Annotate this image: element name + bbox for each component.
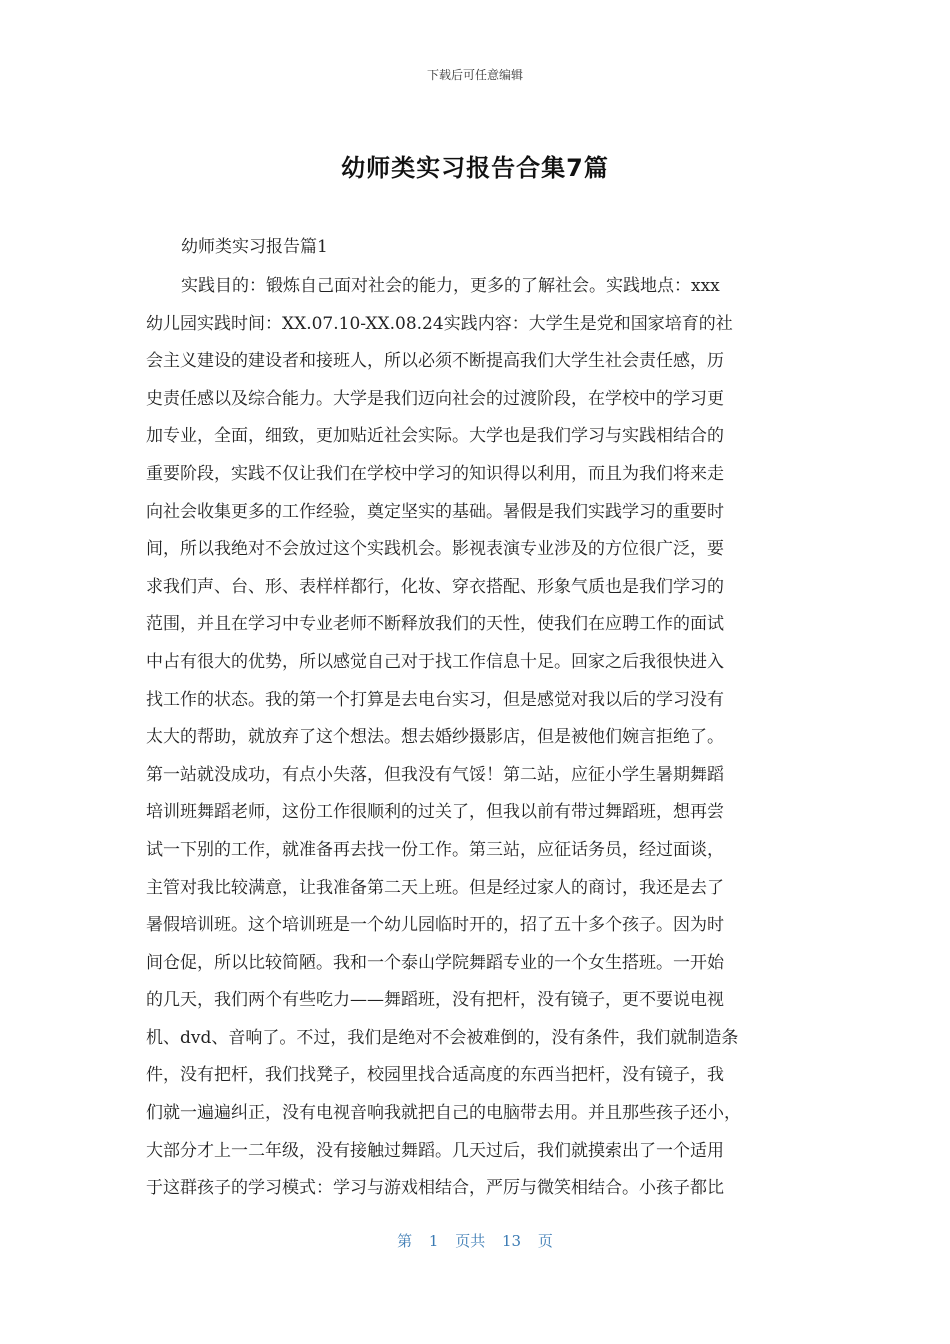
body-line: 暑假培训班。这个培训班是一个幼儿园临时开的，招了五十多个孩子。因为时: [146, 915, 724, 936]
body-line: 太大的帮助，就放弃了这个想法。想去婚纱摄影店，但是被他们婉言拒绝了。: [146, 727, 724, 748]
body-line: 间，所以我绝对不会放过这个实践机会。影视表演专业涉及的方位很广泛，要: [146, 539, 724, 560]
document-title: 幼师类实习报告合集7篇: [341, 154, 609, 182]
body-line: 幼儿园实践时间：XX.07.10-XX.08.24实践内容：大学生是党和国家培育的社: [146, 313, 733, 334]
body-line: 实践目的：锻炼自己面对社会的能力，更多的了解社会。实践地点：xxx: [181, 276, 720, 296]
body-line: 史责任感以及综合能力。大学是我们迈向社会的过渡阶段，在学校中的学习更: [146, 388, 724, 409]
body-line: 大部分才上一二年级，没有接触过舞蹈。几天过后，我们就摸索出了一个适用: [146, 1140, 724, 1161]
body-line: 范围，并且在学习中专业老师不断释放我们的天性，使我们在应聘工作的面试: [146, 614, 724, 635]
body-line: 机、dvd、音响了。不过，我们是绝对不会被难倒的，没有条件，我们就制造条: [146, 1027, 739, 1048]
body-line: 求我们声、台、形、表样样都行，化妆、穿衣搭配、形象气质也是我们学习的: [146, 576, 724, 597]
body-line: 件，没有把杆，我们找凳子，校园里找合适高度的东西当把杆，没有镜子，我: [146, 1065, 724, 1086]
body-line: 们就一遍遍纠正，没有电视音响我就把自己的电脑带去用。并且那些孩子还小，: [146, 1103, 741, 1124]
body-line: 第一站就没成功，有点小失落，但我没有气馁！第二站，应征小学生暑期舞蹈: [146, 764, 724, 785]
body-line: 培训班舞蹈老师，这份工作很顺利的过关了，但我以前有带过舞蹈班，想再尝: [146, 802, 724, 823]
body-line: 加专业，全面，细致，更加贴近社会实际。大学也是我们学习与实践相结合的: [146, 426, 724, 447]
body-line: 间仓促，所以比较简陋。我和一个泰山学院舞蹈专业的一个女生搭班。一开始: [146, 952, 724, 973]
body-line: 于这群孩子的学习模式：学习与游戏相结合，严厉与微笑相结合。小孩子都比: [146, 1178, 724, 1199]
body-text: [146, 268, 806, 1208]
body-line: 的几天，我们两个有些吃力——舞蹈班，没有把杆，没有镜子，更不要说电视: [146, 990, 724, 1011]
body-line: 中占有很大的优势，所以感觉自己对于找工作信息十足。回家之后我很快进入: [146, 651, 724, 672]
body-line: 试一下别的工作，就准备再去找一份工作。第三站，应征话务员，经过面谈，: [146, 839, 724, 860]
section-heading: 幼师类实习报告篇1: [181, 237, 328, 257]
body-line: 向社会收集更多的工作经验，奠定坚实的基础。暑假是我们实践学习的重要时: [146, 501, 724, 522]
header-note: 下载后可任意编辑: [426, 68, 523, 82]
body-line: 会主义建设的建设者和接班人，所以必须不断提高我们大学生社会责任感，历: [146, 351, 724, 372]
body-line: 找工作的状态。我的第一个打算是去电台实习，但是感觉对我以后的学习没有: [146, 689, 724, 710]
body-line: 主管对我比较满意，让我准备第二天上班。但是经过家人的商讨，我还是去了: [146, 877, 724, 898]
page-footer: 第 1 页共 13 页: [397, 1232, 553, 1250]
body-line: 重要阶段，实践不仅让我们在学校中学习的知识得以利用，而且为我们将来走: [146, 463, 724, 484]
